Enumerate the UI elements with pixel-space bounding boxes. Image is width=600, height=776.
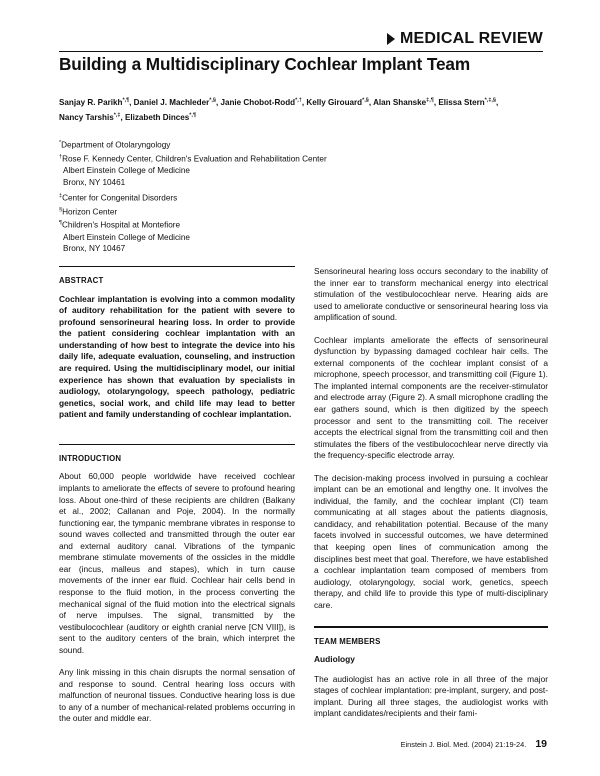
abstract-text: Cochlear implantation is evolving into a common modality of auditory rehabilitation for the patient with severe to profound sensorineural hearing loss. In order to provide the patient considering cochlear implantation with an understanding of how best to integrate the device into his daily life, adequate evaluation, counseling, and instruction are required. Using the multidisciplinary model, our initial experience has shown that evaluation by specialists in audiology, otolaryngology, speech pathology, pediatric genetics, social work, and child life may lead to better patient and family understanding of cochlear implantation.: [59, 293, 295, 420]
affiliation-line: Bronx, NY 10467: [63, 244, 126, 254]
author: Daniel J. Machleder*,§,: [133, 97, 221, 107]
title-rule: [59, 51, 543, 52]
author: Alan Shanske‡,¶,: [373, 97, 439, 107]
abstract-heading: ABSTRACT: [59, 276, 104, 286]
affiliation-line: †Rose F. Kennedy Center, Children's Evaluation and Rehabilitation Center: [59, 153, 327, 164]
body-paragraph: Any link missing in this chain disrupts the normal sensation of and response to sound. Central hearing loss occurs with malfunction of neuronal tissues. Conductive hearing loss is due to any of a number of mechanical-related problems occurring in the outer and middle ear.: [59, 667, 295, 724]
left-column: [59, 266, 295, 736]
journal-citation: Einstein J. Biol. Med. (2004) 21:19-24.: [400, 740, 527, 749]
affiliation-line: Bronx, NY 10461: [63, 177, 126, 187]
section-rule: [59, 444, 295, 445]
affiliation-block-2: [59, 191, 190, 255]
affiliation-line: Albert Einstein College of Medicine: [63, 232, 190, 242]
affiliation-line: *Department of Otolaryngology: [59, 140, 171, 150]
section-label: [387, 30, 543, 48]
affiliation-block-1: [59, 138, 327, 189]
page-number: 19: [535, 738, 547, 750]
author: Elissa Stern*,‡,§,: [438, 97, 499, 107]
article-title: Building a Multidisciplinary Cochlear Implant Team: [59, 54, 471, 74]
author: Nancy Tarshis*,‡,: [59, 112, 125, 122]
author: Elizabeth Dinces*,¶: [124, 112, 197, 122]
body-paragraph: About 60,000 people worldwide have received cochlear implants to ameliorate the effects of severe to profound hearing loss. About one-third of these recipients are children (Balkany et al., 2002; Callanan and Poje, 2004). In the normally functioning ear, the tympanic membrane vibrates in response to sound waves collected and transmitted through the outer ear and external auditory canal. Vibrations of the tympanic membrane stimulate movements of the ossicles in the middle ear (incus, malleus and stapes), which in turn cause movements of the inner ear fluid. Cochlear hair cells bend in response to the fluid motion, in the process converting the mechanical signal of the fluid motion into the electrical signals of nerve impulses. The signal, transmitted by the vestibulocochlear (auditory or eighth cranial nerve [CN VIII]), is sent to the auditory centers of the brain, which interpret the sound.: [59, 471, 295, 655]
triangle-bullet-icon: [387, 33, 395, 45]
author: Janie Chobot-Rodd*,†,: [220, 97, 307, 107]
body-paragraph: The audiologist has an active role in all three of the major stages of cochlear implantation: pre-implant, surgery, and post-implant. During all three stages, the audiologist works with implant candidates/recipients and their fami-: [314, 673, 548, 719]
section-label-text: MEDICAL REVIEW: [400, 30, 543, 47]
author-list: [59, 94, 549, 124]
author: Sanjay R. Parikh*,¶,: [59, 97, 134, 107]
author: Kelly Girouard*,§,: [306, 97, 374, 107]
section-rule: [59, 266, 295, 267]
audiology-heading: Audiology: [314, 654, 355, 665]
body-paragraph: Cochlear implants ameliorate the effects of sensorineural dysfunction by bypassing damaged cochlear hair cells. The external components of the cochlear implant consist of a microphone, speech processor, and transmitting coil (Figure 1). The implanted internal components are the receiver-stimulator and electrode array (Figure 2). A small microphone cradling the ear gathers sound, which is then digitized by the speech processor and sent to the transmitting coil. The receiver accepts the electrical signal from the transmitting coil and then stimulates the fibers of the vestibulocochlear nerve directly via the frequency-specific electrode array.: [314, 334, 548, 461]
affiliation-line: ¶Children's Hospital at Montefiore: [59, 220, 181, 230]
affiliation-line: ‡Center for Congenital Disorders: [59, 193, 178, 203]
section-rule: [314, 626, 548, 627]
body-paragraph: Sensorineural hearing loss occurs secondary to the inability of the inner ear to transform mechanical energy into electrical stimulation of the vestibulocochlear nerve. Hearing aids are used to ameliorate conductive or sensorineural hearing loss via amplification of sound.: [314, 266, 548, 323]
right-column: [314, 266, 548, 731]
body-paragraph: The decision-making process involved in pursuing a cochlear implant can be an emotional and lengthy one. It involves the individual, the family, and the cochlear implant (CI) team communicating at all stages about the patients diagnosis, candidacy, and rehabilitation potential. Because of the many facets involved in successful outcomes, we have determined that keeping open lines of communication among the disciplines best meet that goal. Therefore, we have established a cochlear implantation team composed of members from audiology, otolaryngology, social work, genetics, speech therapy, and child life to provide this type of multi-disciplinary care.: [314, 472, 548, 610]
affiliation-line: §Horizon Center: [59, 206, 118, 217]
affiliation-line: Albert Einstein College of Medicine: [63, 166, 190, 176]
page-footer: [401, 738, 547, 750]
team-members-heading: TEAM MEMBERS: [314, 636, 381, 646]
introduction-heading: INTRODUCTION: [59, 453, 122, 463]
